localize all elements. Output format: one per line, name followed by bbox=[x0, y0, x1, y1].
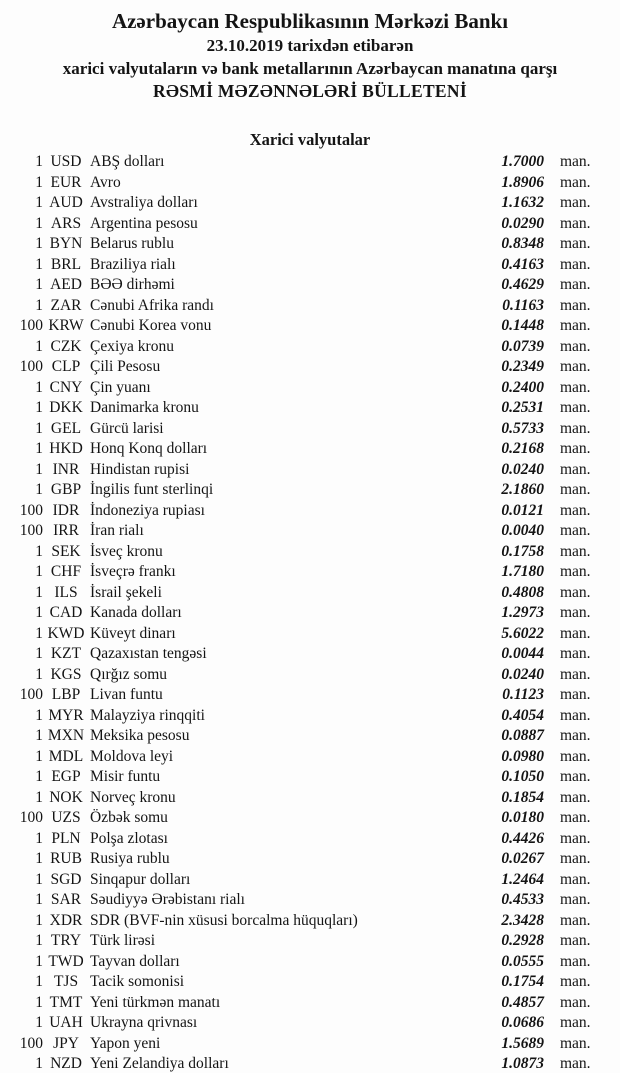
rate-value: 1.5689 bbox=[501, 1034, 544, 1052]
rate-value: 1.2973 bbox=[501, 604, 544, 621]
currency-name: Cənubi Afrika randı bbox=[90, 296, 214, 314]
currency-quantity: 100 bbox=[19, 809, 43, 826]
currency-name: İsveç kronu bbox=[90, 542, 163, 560]
currency-code: CZK bbox=[50, 337, 82, 355]
unit-label: man. bbox=[560, 460, 591, 478]
currency-code: INR bbox=[52, 460, 80, 478]
table-row bbox=[0, 152, 620, 173]
currency-code: TJS bbox=[53, 973, 79, 990]
currency-name: Yeni türkmən manatı bbox=[90, 993, 221, 1011]
currency-quantity: 1 bbox=[35, 255, 43, 273]
rate-value: 0.5733 bbox=[501, 419, 544, 437]
unit-label: man. bbox=[560, 194, 591, 211]
table-row bbox=[0, 193, 620, 214]
table-row bbox=[0, 460, 620, 481]
rate-value: 0.0240 bbox=[501, 665, 544, 683]
rate-value: 0.1050 bbox=[501, 768, 544, 785]
rate-value: 1.7000 bbox=[501, 153, 544, 170]
currency-name: Argentina pesosu bbox=[90, 214, 198, 232]
rate-value: 0.1754 bbox=[501, 973, 544, 990]
currency-code: SGD bbox=[50, 870, 82, 888]
unit-label: man. bbox=[560, 173, 591, 191]
rate-value: 2.1860 bbox=[501, 481, 544, 498]
rate-value: 0.4163 bbox=[501, 255, 544, 273]
currency-name: Tayvan dolları bbox=[90, 952, 180, 970]
currency-quantity: 1 bbox=[35, 850, 43, 867]
currency-quantity: 1 bbox=[35, 481, 43, 498]
rate-value: 0.0290 bbox=[501, 214, 544, 232]
currency-code: KZT bbox=[50, 645, 82, 662]
unit-label: man. bbox=[560, 337, 591, 355]
unit-label: man. bbox=[560, 829, 591, 847]
table-row bbox=[0, 234, 620, 255]
table-row bbox=[0, 644, 620, 665]
currency-name: Norveç kronu bbox=[90, 788, 176, 806]
currency-code: MYR bbox=[48, 706, 84, 724]
currency-name: BƏƏ dirhəmi bbox=[90, 276, 175, 293]
currency-code: AUD bbox=[49, 194, 83, 211]
currency-quantity: 1 bbox=[35, 153, 43, 170]
unit-label: man. bbox=[560, 911, 591, 929]
currency-name: Avro bbox=[90, 173, 121, 191]
table-row bbox=[0, 316, 620, 337]
table-row bbox=[0, 685, 620, 706]
effective-date-line: 23.10.2019 tarixdən etibarən bbox=[206, 36, 414, 55]
unit-label: man. bbox=[560, 932, 591, 949]
table-row bbox=[0, 542, 620, 563]
rate-value: 0.0980 bbox=[501, 747, 544, 765]
currency-code: USD bbox=[50, 153, 82, 170]
currency-code: JPY bbox=[53, 1034, 79, 1052]
currency-name: Çexiya kronu bbox=[90, 337, 174, 355]
currency-name: Yapon yeni bbox=[90, 1034, 161, 1052]
currency-name: Hindistan rupisi bbox=[90, 460, 190, 478]
unit-label: man. bbox=[560, 768, 591, 785]
currency-quantity: 1 bbox=[35, 870, 43, 888]
currency-quantity: 1 bbox=[35, 235, 43, 252]
rate-value: 0.0044 bbox=[501, 645, 544, 662]
unit-label: man. bbox=[560, 501, 591, 519]
unit-label: man. bbox=[560, 399, 591, 416]
table-row bbox=[0, 521, 620, 542]
currency-code: IDR bbox=[52, 501, 80, 519]
currency-code: AED bbox=[50, 276, 82, 293]
currency-quantity: 1 bbox=[35, 583, 43, 601]
currency-name: Malayziya rinqqiti bbox=[90, 706, 205, 724]
table-row bbox=[0, 255, 620, 276]
rate-value: 1.2464 bbox=[501, 870, 544, 888]
rate-value: 0.2531 bbox=[501, 399, 544, 416]
rate-value: 0.2928 bbox=[501, 932, 544, 949]
table-row bbox=[0, 1013, 620, 1034]
unit-label: man. bbox=[560, 645, 591, 662]
table-row bbox=[0, 624, 620, 645]
currency-code: NZD bbox=[50, 1055, 82, 1072]
rate-value: 5.6022 bbox=[501, 624, 544, 642]
table-row bbox=[0, 849, 620, 870]
currency-quantity: 1 bbox=[35, 706, 43, 724]
currency-quantity: 1 bbox=[35, 891, 43, 908]
currency-name: Sinqapur dolları bbox=[90, 870, 191, 888]
currency-code: BRL bbox=[50, 255, 82, 273]
currency-name: İndoneziya rupiası bbox=[90, 501, 205, 519]
currency-name: SDR (BVF-nin xüsusi borcalma hüquqları) bbox=[90, 911, 358, 929]
unit-label: man. bbox=[560, 358, 591, 375]
unit-label: man. bbox=[560, 522, 591, 539]
table-row bbox=[0, 870, 620, 891]
currency-code: RUB bbox=[50, 850, 82, 867]
unit-label: man. bbox=[560, 686, 591, 703]
table-row bbox=[0, 173, 620, 194]
currency-quantity: 100 bbox=[19, 686, 43, 703]
table-row bbox=[0, 952, 620, 973]
currency-quantity: 1 bbox=[35, 973, 43, 990]
currency-quantity: 100 bbox=[19, 358, 43, 375]
table-row bbox=[0, 480, 620, 501]
table-row bbox=[0, 706, 620, 727]
currency-name: Honq Konq dolları bbox=[90, 440, 208, 457]
unit-label: man. bbox=[560, 788, 591, 806]
currency-quantity: 1 bbox=[35, 214, 43, 232]
currency-quantity: 1 bbox=[35, 993, 43, 1011]
rate-value: 0.8348 bbox=[501, 235, 544, 252]
currency-name: Belarus rublu bbox=[90, 235, 174, 252]
currency-quantity: 1 bbox=[35, 645, 43, 662]
currency-code: KRW bbox=[48, 317, 84, 334]
table-row bbox=[0, 829, 620, 850]
table-row bbox=[0, 931, 620, 952]
rate-value: 0.4857 bbox=[501, 993, 544, 1011]
currency-name: Rusiya rublu bbox=[90, 850, 170, 867]
unit-label: man. bbox=[560, 481, 591, 498]
table-row bbox=[0, 911, 620, 932]
table-row bbox=[0, 665, 620, 686]
currency-quantity: 1 bbox=[35, 624, 43, 642]
table-row bbox=[0, 214, 620, 235]
rate-value: 0.4426 bbox=[501, 829, 544, 847]
currency-name: Çin yuanı bbox=[90, 378, 151, 396]
currency-quantity: 1 bbox=[35, 194, 43, 211]
currency-quantity: 1 bbox=[35, 747, 43, 765]
currency-code: XDR bbox=[49, 911, 83, 929]
currency-name: Qazaxıstan tengəsi bbox=[90, 645, 207, 662]
table-row bbox=[0, 562, 620, 583]
currency-quantity: 1 bbox=[35, 440, 43, 457]
unit-label: man. bbox=[560, 1055, 591, 1072]
rate-value: 1.7180 bbox=[501, 563, 544, 580]
currency-name: Ukrayna qrivnası bbox=[90, 1014, 198, 1031]
currency-quantity: 1 bbox=[35, 911, 43, 929]
currency-quantity: 1 bbox=[35, 419, 43, 437]
currency-code: LBP bbox=[51, 686, 81, 703]
unit-label: man. bbox=[560, 747, 591, 765]
rate-value: 0.1163 bbox=[502, 296, 544, 314]
table-row bbox=[0, 378, 620, 399]
currency-quantity: 1 bbox=[35, 460, 43, 478]
currency-code: KGS bbox=[50, 665, 82, 683]
unit-label: man. bbox=[560, 952, 591, 970]
currency-code: PLN bbox=[51, 829, 81, 847]
table-row bbox=[0, 603, 620, 624]
rate-value: 0.4808 bbox=[501, 583, 544, 601]
document-header bbox=[0, 0, 620, 102]
currency-quantity: 100 bbox=[19, 501, 43, 519]
currency-quantity: 1 bbox=[35, 952, 43, 970]
table-row bbox=[0, 890, 620, 911]
rate-value: 0.0121 bbox=[501, 501, 544, 519]
unit-label: man. bbox=[560, 973, 591, 990]
currency-name: İsrail şekeli bbox=[90, 583, 162, 601]
unit-label: man. bbox=[560, 706, 591, 724]
currency-name: Qırğız somu bbox=[90, 665, 168, 683]
table-row bbox=[0, 767, 620, 788]
currency-quantity: 1 bbox=[35, 276, 43, 293]
table-row bbox=[0, 788, 620, 809]
currency-code: CAD bbox=[49, 604, 83, 621]
currency-quantity: 100 bbox=[19, 317, 43, 334]
currency-code: MDL bbox=[48, 747, 84, 765]
unit-label: man. bbox=[560, 624, 591, 642]
currency-name: Gürcü larisi bbox=[90, 419, 164, 437]
unit-label: man. bbox=[560, 891, 591, 908]
currency-code: UZS bbox=[51, 809, 81, 826]
currency-code: IRR bbox=[53, 522, 79, 539]
unit-label: man. bbox=[560, 665, 591, 683]
currency-name: Misir funtu bbox=[90, 768, 161, 785]
rate-value: 0.4054 bbox=[501, 706, 544, 724]
rate-value: 0.0887 bbox=[501, 727, 544, 744]
table-row bbox=[0, 1034, 620, 1055]
currency-code: GEL bbox=[50, 419, 82, 437]
unit-label: man. bbox=[560, 563, 591, 580]
currency-name: Çili Pesosu bbox=[90, 358, 161, 375]
currency-quantity: 1 bbox=[35, 788, 43, 806]
subject-line: xarici valyutaların və bank metallarının Azərbaycan manatına qarşı bbox=[62, 59, 558, 78]
currency-name: Braziliya rialı bbox=[90, 255, 176, 273]
currency-name: Meksika pesosu bbox=[90, 727, 190, 744]
rate-value: 0.0240 bbox=[501, 460, 544, 478]
currency-name: ABŞ dolları bbox=[90, 153, 165, 170]
currency-code: EUR bbox=[50, 173, 82, 191]
currency-name: Kanada dolları bbox=[90, 604, 182, 621]
currency-name: İngilis funt sterlinqi bbox=[90, 481, 214, 498]
currency-code: SAR bbox=[50, 891, 82, 908]
currency-code: GBP bbox=[50, 481, 82, 498]
unit-label: man. bbox=[560, 1034, 591, 1052]
currency-code: SEK bbox=[51, 542, 81, 560]
currency-quantity: 1 bbox=[35, 337, 43, 355]
currency-name: Özbək somu bbox=[90, 809, 168, 826]
currency-quantity: 1 bbox=[35, 563, 43, 580]
rate-value: 0.2400 bbox=[501, 378, 544, 396]
unit-label: man. bbox=[560, 604, 591, 621]
rate-value: 0.0686 bbox=[501, 1014, 544, 1031]
currency-quantity: 1 bbox=[35, 173, 43, 191]
unit-label: man. bbox=[560, 727, 591, 744]
unit-label: man. bbox=[560, 850, 591, 867]
bank-name-title: Azərbaycan Respublikasının Mərkəzi Bankı bbox=[111, 9, 509, 33]
currency-code: CHF bbox=[50, 563, 82, 580]
rate-value: 0.4533 bbox=[501, 891, 544, 908]
currency-name: Yeni Zelandiya dolları bbox=[90, 1055, 229, 1072]
currency-code: DKK bbox=[49, 399, 83, 416]
unit-label: man. bbox=[560, 214, 591, 232]
table-row bbox=[0, 275, 620, 296]
currency-quantity: 1 bbox=[35, 829, 43, 847]
unit-label: man. bbox=[560, 440, 591, 457]
unit-label: man. bbox=[560, 317, 591, 334]
currency-name: Avstraliya dolları bbox=[90, 194, 198, 211]
table-row bbox=[0, 501, 620, 522]
currency-code: ZAR bbox=[50, 296, 82, 314]
currency-name: Səudiyyə Ərəbistanı rialı bbox=[90, 891, 245, 908]
currency-code: KWD bbox=[47, 624, 85, 642]
currency-quantity: 100 bbox=[19, 522, 43, 539]
rate-value: 0.1448 bbox=[501, 317, 544, 334]
unit-label: man. bbox=[560, 1014, 591, 1031]
table-row bbox=[0, 993, 620, 1014]
currency-code: HKD bbox=[49, 440, 83, 457]
rate-value: 0.1123 bbox=[502, 686, 544, 703]
currency-code: EGP bbox=[51, 768, 81, 785]
unit-label: man. bbox=[560, 542, 591, 560]
currency-code: BYN bbox=[49, 235, 83, 252]
currency-name: İsveçrə frankı bbox=[90, 563, 176, 580]
currency-quantity: 100 bbox=[19, 1034, 43, 1052]
currency-quantity: 1 bbox=[35, 296, 43, 314]
currency-code: MXN bbox=[47, 727, 85, 744]
currency-code: NOK bbox=[49, 788, 83, 806]
section-title-foreign-currencies: Xarici valyutalar bbox=[249, 130, 371, 149]
rate-value: 0.0267 bbox=[501, 850, 544, 867]
table-row bbox=[0, 583, 620, 604]
table-row bbox=[0, 337, 620, 358]
rate-value: 0.1854 bbox=[501, 788, 544, 806]
currency-name: Cənubi Korea vonu bbox=[90, 317, 212, 334]
currency-name: İran rialı bbox=[90, 522, 144, 539]
unit-label: man. bbox=[560, 276, 591, 293]
rate-value: 0.0040 bbox=[501, 522, 544, 539]
currency-code: CLP bbox=[51, 358, 81, 375]
currency-quantity: 1 bbox=[35, 932, 43, 949]
table-row bbox=[0, 398, 620, 419]
rate-value: 0.2349 bbox=[501, 358, 544, 375]
unit-label: man. bbox=[560, 378, 591, 396]
currency-name: Küveyt dinarı bbox=[90, 624, 176, 642]
rate-value: 0.0180 bbox=[501, 809, 544, 826]
unit-label: man. bbox=[560, 255, 591, 273]
currency-code: TRY bbox=[50, 932, 82, 949]
rate-value: 1.1632 bbox=[501, 194, 544, 211]
rate-value: 0.2168 bbox=[501, 440, 544, 457]
exchange-rates-table bbox=[0, 152, 620, 1073]
unit-label: man. bbox=[560, 870, 591, 888]
currency-code: TWD bbox=[48, 952, 84, 970]
currency-name: Danimarka kronu bbox=[90, 399, 199, 416]
table-row bbox=[0, 296, 620, 317]
rate-value: 0.0739 bbox=[501, 337, 544, 355]
table-row bbox=[0, 747, 620, 768]
currency-quantity: 1 bbox=[35, 768, 43, 785]
rate-value: 0.1758 bbox=[501, 542, 544, 560]
currency-quantity: 1 bbox=[35, 399, 43, 416]
currency-quantity: 1 bbox=[35, 1055, 43, 1072]
currency-quantity: 1 bbox=[35, 604, 43, 621]
unit-label: man. bbox=[560, 235, 591, 252]
table-row bbox=[0, 439, 620, 460]
currency-quantity: 1 bbox=[35, 542, 43, 560]
table-row bbox=[0, 726, 620, 747]
rate-value: 0.4629 bbox=[501, 276, 544, 293]
currency-code: CNY bbox=[49, 378, 83, 396]
unit-label: man. bbox=[560, 153, 591, 170]
bulletin-title-line: RƏSMİ MƏZƏNNƏLƏRİ BÜLLETENİ bbox=[153, 81, 467, 101]
rate-value: 0.0555 bbox=[501, 952, 544, 970]
unit-label: man. bbox=[560, 583, 591, 601]
currency-code: ILS bbox=[54, 583, 78, 601]
unit-label: man. bbox=[560, 809, 591, 826]
currency-code: ARS bbox=[50, 214, 82, 232]
currency-quantity: 1 bbox=[35, 727, 43, 744]
table-row bbox=[0, 808, 620, 829]
currency-code: TMT bbox=[49, 993, 83, 1011]
rate-value: 2.3428 bbox=[501, 911, 544, 929]
currency-quantity: 1 bbox=[35, 378, 43, 396]
currency-name: Türk lirəsi bbox=[90, 932, 155, 949]
currency-quantity: 1 bbox=[35, 665, 43, 683]
unit-label: man. bbox=[560, 419, 591, 437]
rate-value: 1.0873 bbox=[501, 1055, 544, 1072]
table-row bbox=[0, 1054, 620, 1073]
currency-quantity: 1 bbox=[35, 1014, 43, 1031]
table-row bbox=[0, 419, 620, 440]
unit-label: man. bbox=[560, 296, 591, 314]
unit-label: man. bbox=[560, 993, 591, 1011]
table-row bbox=[0, 357, 620, 378]
currency-name: Moldova leyi bbox=[90, 747, 174, 765]
currency-name: Tacik somonisi bbox=[90, 973, 185, 990]
currency-name: Polşa zlotası bbox=[90, 829, 168, 847]
rate-value: 1.8906 bbox=[501, 173, 544, 191]
currency-code: UAH bbox=[49, 1014, 83, 1031]
currency-name: Livan funtu bbox=[90, 686, 163, 703]
table-row bbox=[0, 972, 620, 993]
